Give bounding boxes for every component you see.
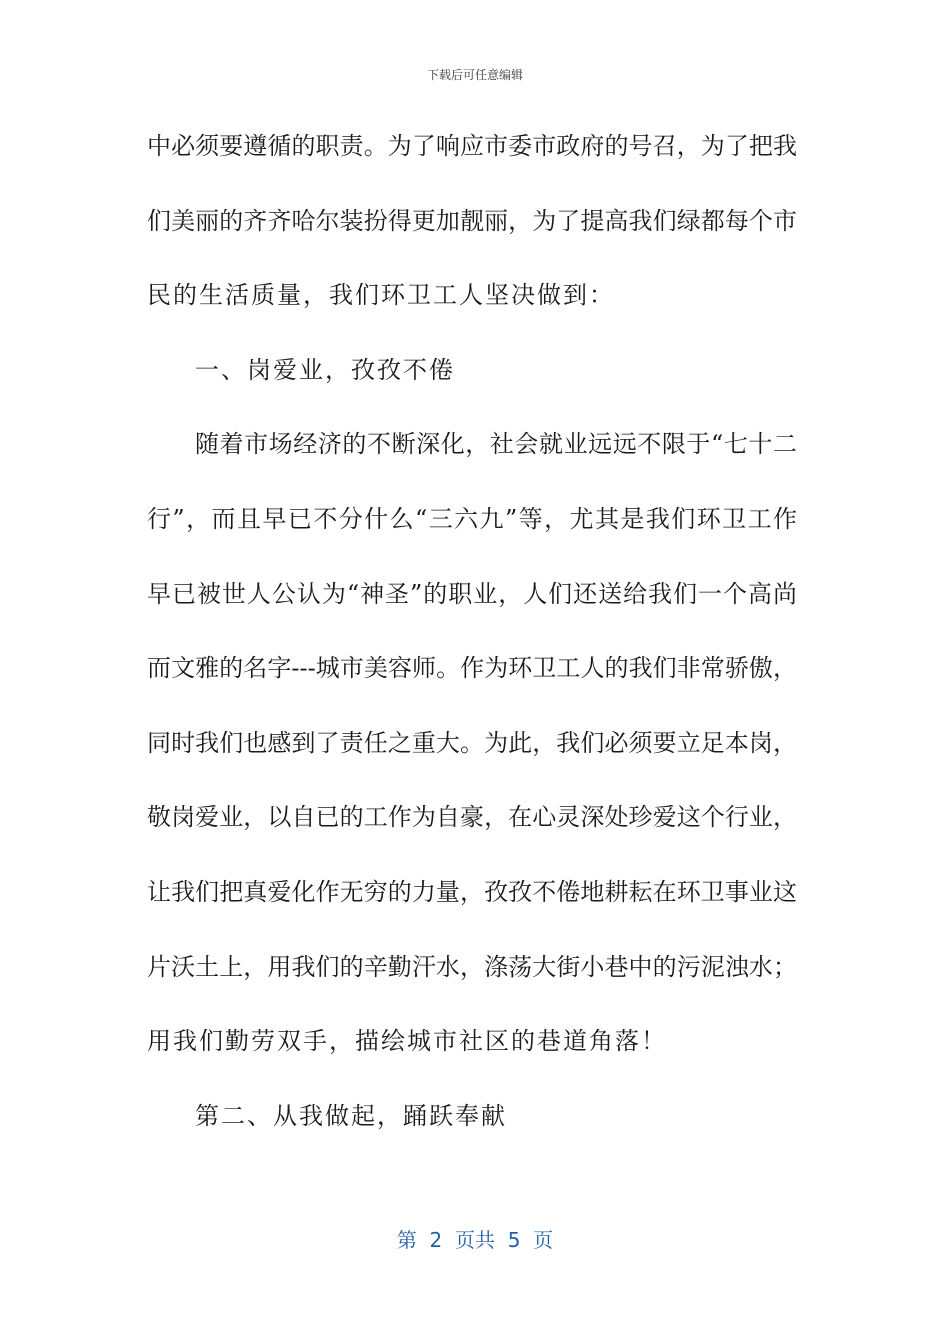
paragraph-line: 敬岗爱业，以自已的工作为自豪，在心灵深处珍爱这个行业， — [147, 803, 797, 832]
paragraph-line: 随着市场经济的不断深化，社会就业远远不限于“七十二 — [195, 430, 797, 459]
section-heading: 第二、从我做起，踊跃奉献 — [195, 1101, 507, 1130]
section-heading: 一、岗爱业，孜孜不倦 — [195, 355, 455, 384]
paragraph-line: 早已被世人公认为“神圣”的职业，人们还送给我们一个高尚 — [147, 579, 797, 608]
paragraph-line: 用我们勤劳双手，描绘城市社区的巷道角落！ — [147, 1027, 667, 1056]
paragraph-line: 中必须要遵循的职责。为了响应市委市政府的号召，为了把我 — [147, 132, 797, 160]
page-header: 下载后可任意编辑 — [426, 68, 523, 82]
paragraph-line: 同时我们也感到了责任之重大。为此，我们必须要立足本岗， — [147, 728, 797, 757]
paragraph-line: 片沃土上，用我们的辛勤汗水，涤荡大街小巷中的污泥浊水； — [147, 952, 797, 981]
page-number: 第 2 页共 5 页 — [396, 1228, 554, 1252]
paragraph-line: 行”，而且早已不分什么“三六九”等，尤其是我们环卫工作 — [147, 504, 797, 533]
paragraph-line: 们美丽的齐齐哈尔装扮得更加靓丽，为了提高我们绿都每个市 — [147, 206, 797, 235]
paragraph-line: 让我们把真爱化作无穷的力量，孜孜不倦地耕耘在环卫事业这 — [147, 877, 797, 906]
paragraph-line: 而文雅的名字---城市美容师。作为环卫工人的我们非常骄傲， — [147, 654, 797, 683]
paragraph-line: 民的生活质量，我们环卫工人坚决做到： — [147, 281, 615, 310]
document-body — [147, 120, 797, 1164]
